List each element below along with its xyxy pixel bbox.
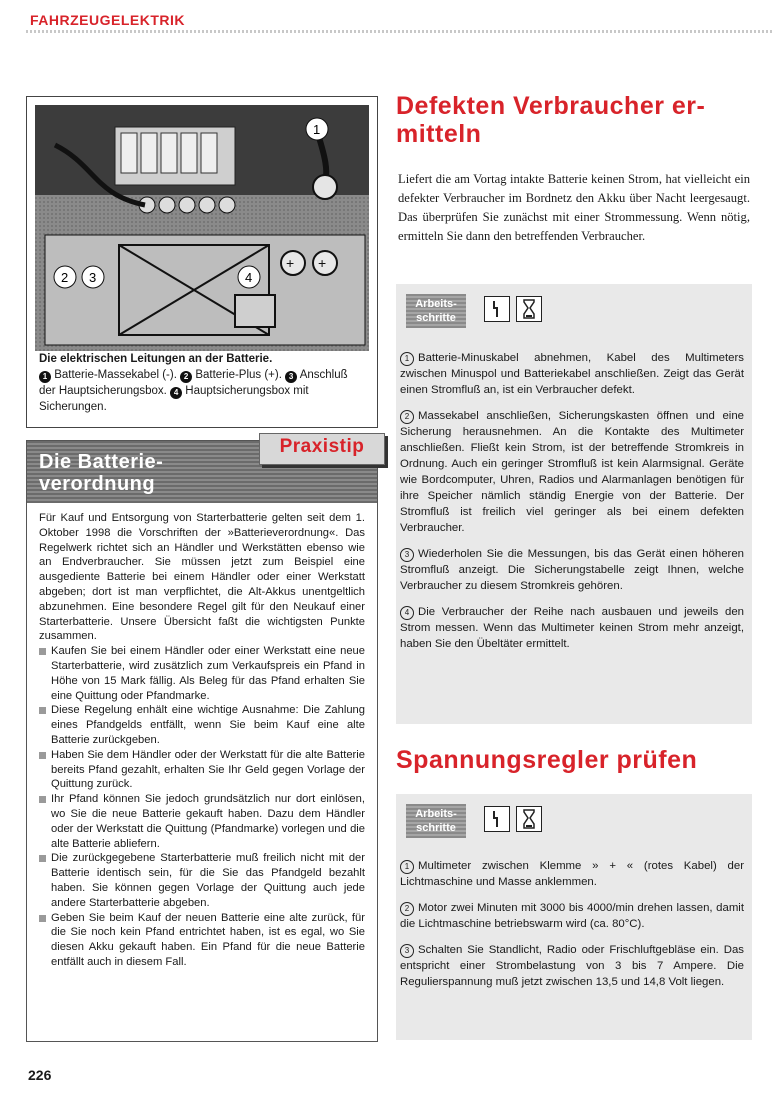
header-title: FAHRZEUGELEKTRIK — [30, 12, 185, 28]
praxistip-title-line1: Die Batterie- — [39, 451, 164, 473]
bullet-text: Die zurückgegebene Starterbatterie muß freilich nicht mit der Batterie identisch sein, für die Sie das Pfandgeld bezahlt haben. Sie können gegen Vorlage der Quittung auch jede andere Starterbatterie abgeben. — [51, 852, 365, 909]
hourglass-icon — [516, 806, 542, 832]
section2-title: Spannungsregler prüfen — [396, 746, 698, 774]
praxistip-bullet — [39, 703, 365, 747]
bullet-text: Geben Sie beim Kauf der neuen Batterie eine alte zurück, für die Sie noch kein Pfand entrichtet haben, ist es egal, wo Sie diesen Akku gekauft haben. Ein Pfand für die neue Batterie entfällt auch in diesem Fall. — [51, 911, 365, 968]
praxistip-tag-label: Praxistip — [279, 436, 365, 457]
caption-num-1: 1 — [39, 371, 51, 383]
praxistip-bullet — [39, 911, 365, 970]
step-text: Die Verbraucher der Reihe nach ausbauen und jeweils den Strom messen. Wenn das Multimeter keinen Strom mehr anzeigt, haben Sie den Übeltäter ermittelt. — [400, 606, 744, 650]
steps-label — [406, 804, 466, 838]
step-num: 3 — [400, 548, 414, 562]
step-num: 3 — [400, 944, 414, 958]
callout-2: 2 — [61, 270, 69, 285]
figure-caption — [39, 351, 365, 415]
step-num: 1 — [400, 860, 414, 874]
caption-num-2: 2 — [180, 371, 192, 383]
step-item — [400, 350, 744, 398]
steps-label-line2: schritte — [416, 312, 456, 324]
steps-label-line2: schritte — [416, 822, 456, 834]
wrench-icon — [484, 296, 510, 322]
callout-1: 1 — [313, 122, 321, 137]
praxistip-tag — [259, 433, 385, 465]
section1-title-line2: mitteln — [396, 120, 482, 148]
step-num: 2 — [400, 902, 414, 916]
step-item — [400, 858, 744, 890]
caption-num-3: 3 — [285, 371, 297, 383]
steps-label — [406, 294, 466, 328]
section1-steps — [400, 350, 744, 662]
section1-intro: Liefert die am Vortag intakte Batterie keinen Strom, hat vielleicht ein defekter Verbraucher im Bordnetz den Akku über Nacht leergesaugt. Das überprüfen Sie zunächst mit einer Strommessung. Wenn nötig, ermitteln Sie dann den betreffenden Verbraucher. — [398, 172, 750, 243]
bullet-text: Ihr Pfand können Sie jedoch grundsätzlich nur dort einlösen, wo Sie die neue Batterie gekauft haben. Dazu dem Händler oder der Werkstatt die Quittung (Pfandmarke) vorlegen und die alte Batterie abliefern. — [51, 793, 365, 850]
praxistip-intro: Für Kauf und Entsorgung von Starterbatterie gelten seit dem 1. Oktober 1998 die Vorschriften der »Batterieverordnung«. Das Regelwerk richtet sich an Händler und Werkstätten ebenso wie an Endverbraucher. Sie müssen jetzt zum Beispiel eine ausgediente Batterie bei einem Händler oder einer Werkstatt abgeben; dort ist man verpflichtet, die Alt-Akkus unentgeltlich abzunehmen. Eine besondere Regel gilt für den Neukauf einer Starterbatterie. Unsere Übersicht faßt die wichtigsten Punkte zusammen. — [39, 512, 365, 643]
step-num: 4 — [400, 606, 414, 620]
praxistip-bullet — [39, 792, 365, 851]
praxistip-title-line2: verordnung — [39, 473, 156, 495]
step-text: Motor zwei Minuten mit 3000 bis 4000/min drehen lassen, damit die Lichtmaschine betriebswarm wird (ca. 80°C). — [400, 902, 744, 930]
bullet-square-icon — [39, 648, 46, 655]
callout-3: 3 — [89, 270, 97, 285]
section1-steps-box — [396, 284, 752, 724]
step-item — [400, 546, 744, 594]
battery-photo — [35, 105, 369, 351]
svg-text:+: + — [318, 255, 327, 271]
bullet-square-icon — [39, 855, 46, 862]
wrench-icon — [484, 806, 510, 832]
praxistip-bullet — [39, 644, 365, 703]
callout-4: 4 — [245, 270, 253, 285]
step-text: Batterie-Minuskabel abnehmen, Kabel des Multimeters zwischen Minuspol und Batteriekabel anschließen. Zeigt das Gerät einen Stromfluß an, ist ein Verbraucher defekt. — [400, 352, 744, 396]
caption-text-1: Batterie-Massekabel (-). — [54, 369, 177, 381]
caption-text-4: Hauptsicherungsbox mit Sicherungen. — [39, 385, 309, 413]
bullet-square-icon — [39, 915, 46, 922]
praxistip-title — [39, 451, 163, 495]
step-num: 1 — [400, 352, 414, 366]
header-rule — [26, 30, 774, 33]
hourglass-icon — [516, 296, 542, 322]
step-item — [400, 942, 744, 990]
section1-title-line1: Defekten Verbraucher er- — [396, 92, 706, 120]
step-item — [400, 408, 744, 536]
step-text: Wiederholen Sie die Messungen, bis das Gerät einen höheren Stromfluß anzeigt. Die Sicherungstabelle zeigt Ihnen, welche Verbraucher zu diesem Stromkreis gehören. — [400, 548, 744, 592]
caption-title: Die elektrischen Leitungen an der Batterie. — [39, 353, 273, 365]
section1-title — [396, 92, 705, 148]
step-text: Schalten Sie Standlicht, Radio oder Frischluftgebläse ein. Das entspricht einer Strombelastung von 3 bis 7 Ampere. Die Regulierspannung muß jetzt zwischen 13,5 und 14,8 Volt liegen. — [400, 944, 744, 988]
caption-text-3: Anschluß der Hauptsicherungsbox. — [39, 369, 348, 397]
praxistip-bullet — [39, 851, 365, 910]
bullet-text: Haben Sie dem Händler oder der Werkstatt für die alte Batterie bereits Pfand gezahlt, erhalten Sie Ihr Geld gegen Vorlage der Quittung zurück. — [51, 748, 365, 791]
praxistip-body — [39, 511, 365, 970]
svg-text:+: + — [286, 255, 295, 271]
page-number: 226 — [28, 1067, 52, 1083]
bullet-square-icon — [39, 752, 46, 759]
praxistip-box — [26, 436, 378, 1042]
steps-label-line1: Arbeits- — [415, 298, 457, 310]
bullet-text: Diese Regelung enhält eine wichtige Ausnahme: Die Zahlung eines Pfandgelds entfällt, wenn Sie beim Kauf eine alte Batterie zurückgeben. — [51, 704, 365, 746]
step-text: Multimeter zwischen Klemme » + « (rotes Kabel) der Lichtmaschine und Masse anklemmen. — [400, 860, 744, 888]
caption-num-4: 4 — [170, 387, 182, 399]
step-item — [400, 604, 744, 652]
section2-steps-box — [396, 794, 752, 1040]
step-text: Massekabel anschließen, Sicherungskasten öffnen und eine Sicherung herausnehmen. An die Kontakte des Multimeter anschließen. Fließt kein Strom, ist der betreffende Stromkreis in Ordnung. Auch ein geringer Stromfluß ist kein Alarmsignal. Geräte wie Bordcomputer, Uhren, Radios und Alarmanlagen benötigen für ihre Speicher nämlich ständig Energie von der Batterie. Der Stromfluß ist freilich viel geringer als bei einem defekten Verbraucher. — [400, 410, 744, 534]
bullet-text: Kaufen Sie bei einem Händler oder einer Werkstatt eine neue Starterbatterie, wird zusätzlich zum Verkaufspreis ein Pfand in Höhe von 15 Mark fällig. Als Beleg für das Pfand erhalten Sie eine Quittung oder Pfandmarke. — [51, 645, 365, 702]
caption-text-2: Batterie-Plus (+). — [195, 369, 282, 381]
page-header — [26, 10, 774, 32]
praxistip-bullet — [39, 748, 365, 792]
step-item — [400, 900, 744, 932]
step-num: 2 — [400, 410, 414, 424]
section2-steps — [400, 858, 744, 1000]
bullet-square-icon — [39, 796, 46, 803]
bullet-square-icon — [39, 707, 46, 714]
battery-figure — [26, 96, 378, 428]
steps-label-line1: Arbeits- — [415, 808, 457, 820]
